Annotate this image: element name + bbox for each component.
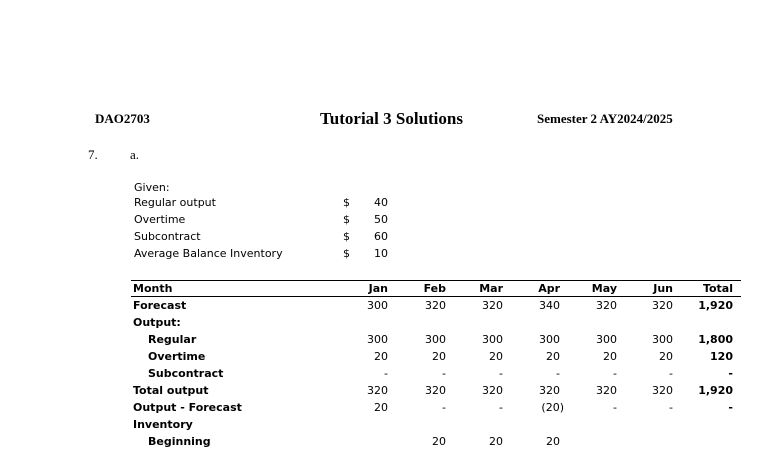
page-title: Tutorial 3 Solutions <box>320 109 463 128</box>
given-currency: $ <box>343 230 350 243</box>
cell-total: - <box>728 401 733 414</box>
row-label: Output: <box>133 316 181 329</box>
cell-total: 1,920 <box>698 384 733 397</box>
cell-value: - <box>556 367 560 380</box>
given-label: Regular output <box>134 196 216 209</box>
column-header: Month <box>133 282 173 295</box>
question-number: 7. <box>88 147 98 162</box>
table-row <box>131 348 741 365</box>
cell-value: 20 <box>489 350 503 363</box>
row-label: Total output <box>133 384 209 397</box>
cell-value: 20 <box>659 350 673 363</box>
cell-value: - <box>669 367 673 380</box>
cell-value: 320 <box>652 384 673 397</box>
cell-value: 300 <box>482 333 503 346</box>
cell-value: 320 <box>596 299 617 312</box>
given-label: Subcontract <box>134 230 201 243</box>
column-header: Feb <box>423 282 446 295</box>
cell-value: 300 <box>367 299 388 312</box>
cell-value: 300 <box>367 333 388 346</box>
given-currency: $ <box>343 213 350 226</box>
row-label: Subcontract <box>148 367 224 380</box>
cell-value: - <box>669 401 673 414</box>
cell-value: - <box>613 367 617 380</box>
cell-value: 320 <box>482 299 503 312</box>
column-header: Jun <box>653 282 673 295</box>
table-row <box>131 399 741 416</box>
given-value: 50 <box>374 213 388 226</box>
cell-value: 300 <box>539 333 560 346</box>
given-currency: $ <box>343 196 350 209</box>
cell-value: 20 <box>374 401 388 414</box>
cell-value: - <box>613 401 617 414</box>
given-value: 10 <box>374 247 388 260</box>
cell-value: 20 <box>603 350 617 363</box>
cell-value: 20 <box>546 435 560 448</box>
row-label: Forecast <box>133 299 187 312</box>
cell-value: 20 <box>546 350 560 363</box>
given-currency: $ <box>343 247 350 260</box>
row-label: Overtime <box>148 350 206 363</box>
given-title: Given: <box>134 181 170 194</box>
table-header-row <box>131 280 741 297</box>
cell-value: 340 <box>539 299 560 312</box>
given-row <box>134 247 394 264</box>
cell-total: 1,920 <box>698 299 733 312</box>
table-row <box>131 297 741 314</box>
given-row <box>134 213 394 230</box>
cell-value: 20 <box>374 350 388 363</box>
cell-value: 320 <box>482 384 503 397</box>
column-header: Mar <box>479 282 503 295</box>
column-header: Total <box>702 282 733 295</box>
table-row <box>131 382 741 399</box>
semester-label: Semester 2 AY2024/2025 <box>537 111 673 126</box>
table-row <box>131 365 741 382</box>
row-label: Output - Forecast <box>133 401 242 414</box>
column-header: May <box>591 282 617 295</box>
cell-value: (20) <box>541 401 564 414</box>
given-row <box>134 230 394 247</box>
cell-total: 1,800 <box>698 333 733 346</box>
given-value: 60 <box>374 230 388 243</box>
column-header: Apr <box>538 282 560 295</box>
given-value: 40 <box>374 196 388 209</box>
table-row <box>131 433 741 450</box>
cell-value: 320 <box>425 299 446 312</box>
cell-value: - <box>499 401 503 414</box>
course-code: DAO2703 <box>95 111 150 126</box>
given-label: Overtime <box>134 213 186 226</box>
cell-value: - <box>499 367 503 380</box>
cell-total: - <box>728 367 733 380</box>
cell-value: - <box>384 367 388 380</box>
cell-total: 120 <box>710 350 733 363</box>
cell-value: 20 <box>489 435 503 448</box>
row-label: Inventory <box>133 418 193 431</box>
cell-value: - <box>442 401 446 414</box>
cell-value: 320 <box>652 299 673 312</box>
cell-value: 20 <box>432 435 446 448</box>
question-part: a. <box>130 147 140 162</box>
cell-value: 300 <box>652 333 673 346</box>
table-row <box>131 314 741 331</box>
row-label: Beginning <box>148 435 211 448</box>
row-label: Regular <box>148 333 197 346</box>
cell-value: - <box>442 367 446 380</box>
cell-value: 300 <box>425 333 446 346</box>
given-row <box>134 196 394 213</box>
cell-value: 320 <box>596 384 617 397</box>
cell-value: 320 <box>539 384 560 397</box>
cell-value: 320 <box>367 384 388 397</box>
given-label: Average Balance Inventory <box>134 247 283 260</box>
column-header: Jan <box>368 282 388 295</box>
table-row <box>131 416 741 433</box>
cell-value: 320 <box>425 384 446 397</box>
table-row <box>131 331 741 348</box>
cell-value: 20 <box>432 350 446 363</box>
cell-value: 300 <box>596 333 617 346</box>
